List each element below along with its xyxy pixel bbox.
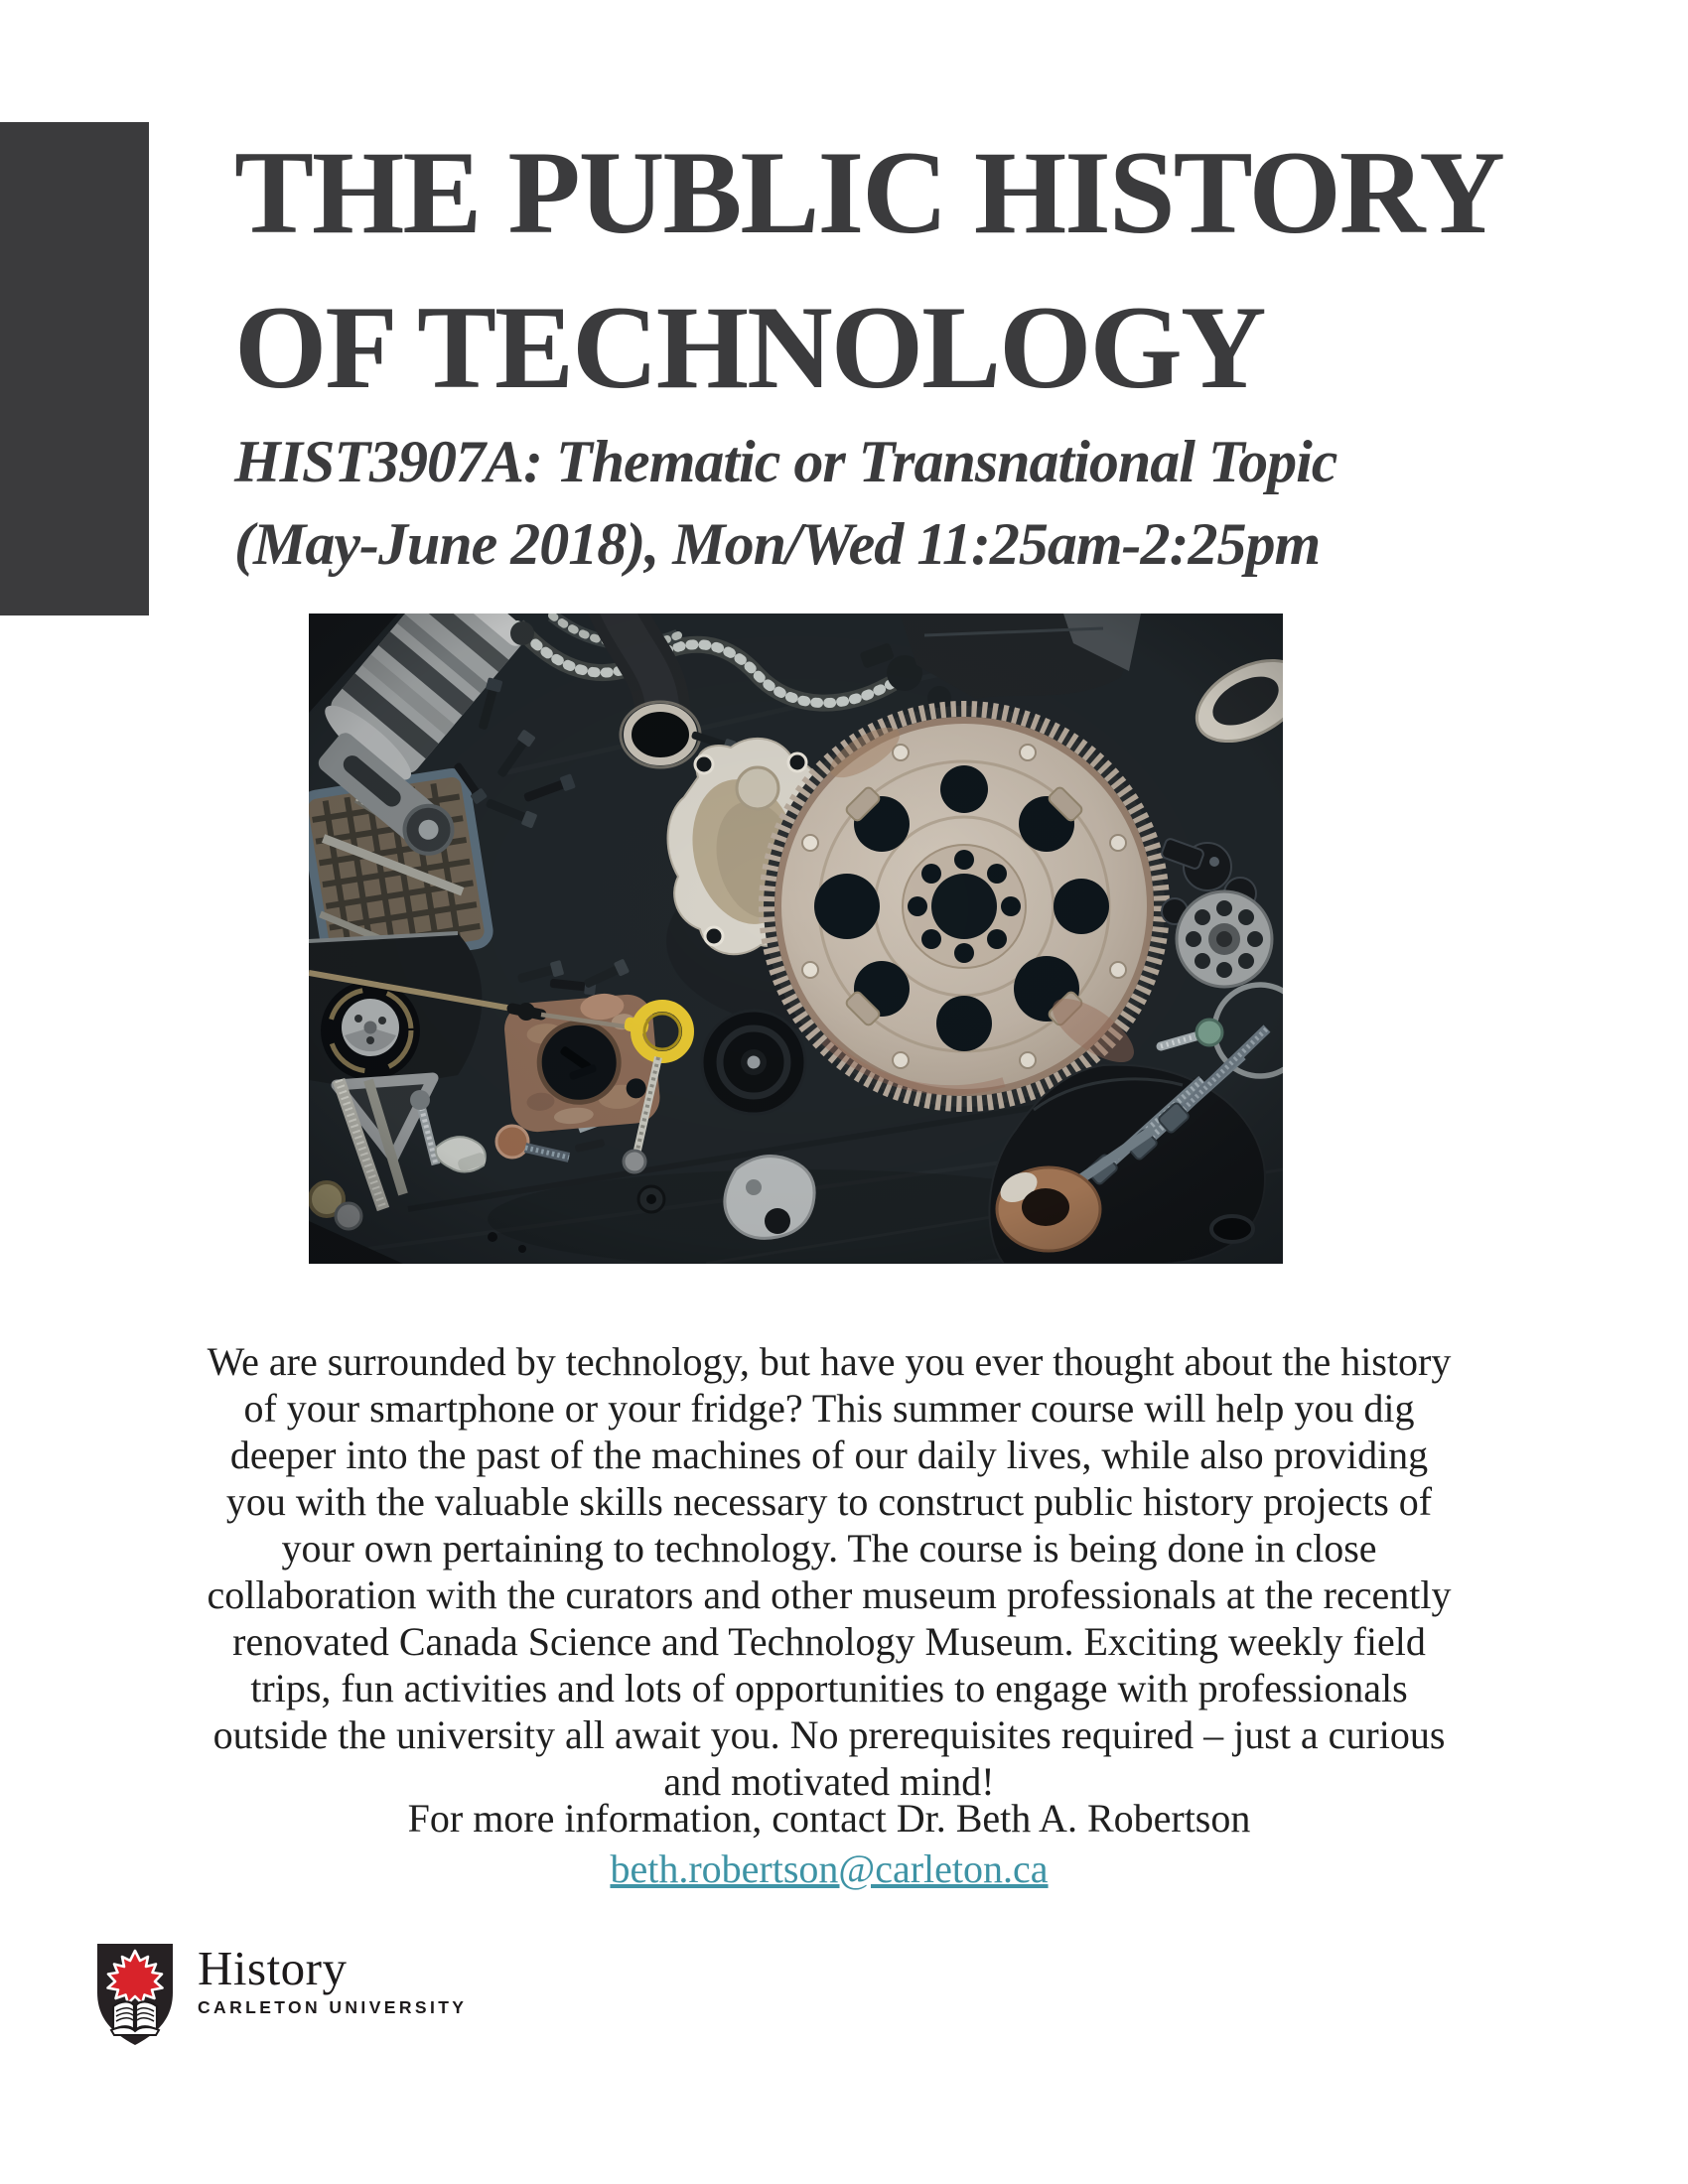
course-description: We are surrounded by technology, but have you ever thought about the history of your smartphone or your fridge? This summer course will help you dig deeper into the past of the machines of our daily lives, while also providing you with the valuable skills necessary to construct public history projects of your own pertaining to technology. The course is being done in close collaboration with the curators and other museum professionals at the recently renovated Canada Science and Technology Museum. Exciting weekly field trips, fun activities and lots of opportunities to engage with professionals outside the university all await you. No prerequisites required – just a curious and motivated mind! bbox=[207, 1339, 1452, 1804]
poster-title bbox=[234, 115, 1644, 425]
open-book-icon bbox=[111, 2001, 159, 2035]
course-info bbox=[234, 421, 1644, 586]
accent-bar bbox=[0, 122, 149, 615]
contact-email-link[interactable]: beth.robertson@carleton.ca bbox=[610, 1846, 1049, 1891]
contact-email-row bbox=[199, 1843, 1460, 1894]
logo-department: History bbox=[198, 1941, 348, 1995]
logo-wordmark bbox=[198, 1941, 468, 2017]
logo-university: CARLETON UNIVERSITY bbox=[198, 1997, 468, 2017]
engine-parts-photo bbox=[309, 614, 1283, 1264]
carleton-shield-icon bbox=[94, 1941, 176, 2048]
contact-line: For more information, contact Dr. Beth A. Robertson bbox=[407, 1796, 1251, 1841]
course-code-line: HIST3907A: Thematic or Transnational Topic bbox=[234, 429, 1337, 494]
carleton-history-logo bbox=[94, 1936, 650, 2060]
contact-info bbox=[199, 1793, 1460, 1894]
poster-title-line1: THE PUBLIC HISTORY bbox=[234, 126, 1503, 258]
course-schedule-line: (May-June 2018), Mon/Wed 11:25am-2:25pm bbox=[234, 511, 1321, 577]
engine-parts-photo-art bbox=[309, 614, 1283, 1264]
poster-title-line2: OF TECHNOLOGY bbox=[234, 281, 1265, 413]
